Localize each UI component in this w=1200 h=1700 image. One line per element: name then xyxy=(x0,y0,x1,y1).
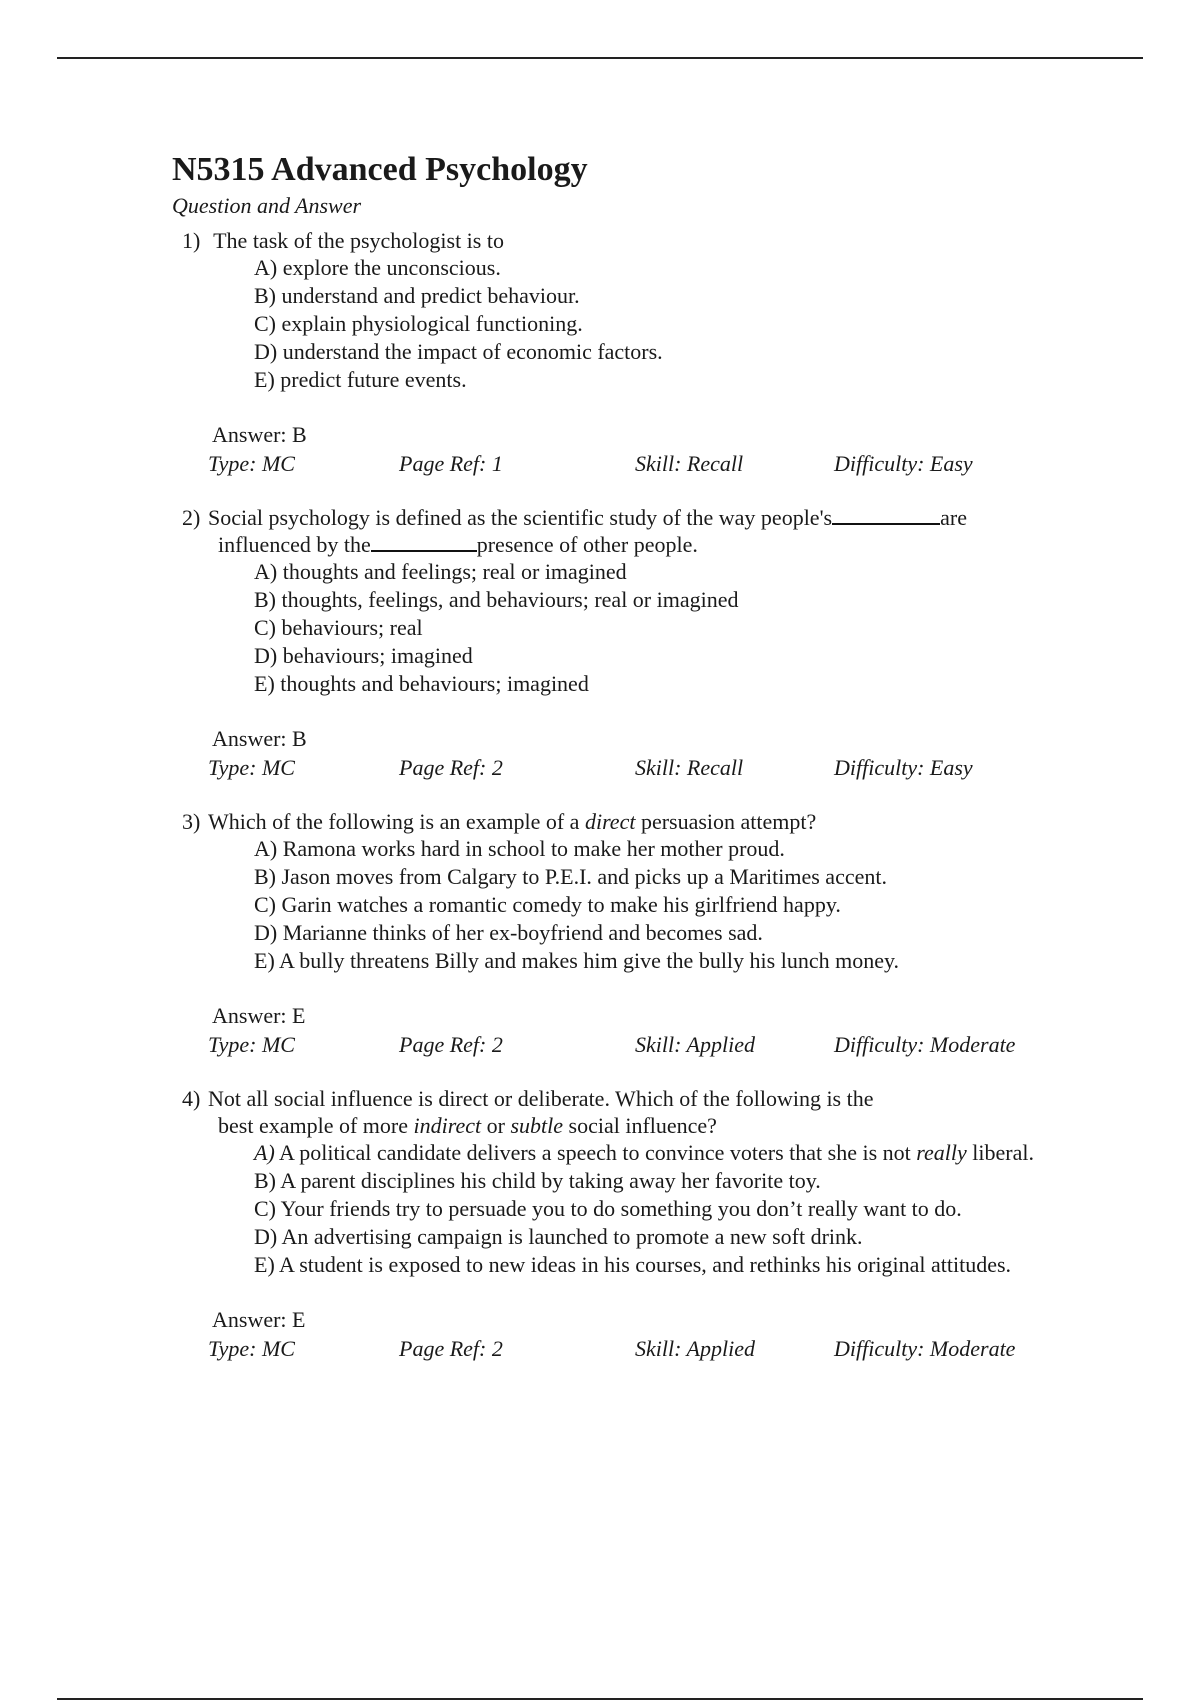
top-rule xyxy=(57,57,1143,59)
question-text: or xyxy=(481,1113,511,1139)
question-text: Not all social influence is direct or deliberate. Which of the following is the xyxy=(208,1086,874,1112)
meta-difficulty: Difficulty: Easy xyxy=(834,755,973,781)
question-text: Which of the following is an example of a xyxy=(208,809,585,835)
emphasis-text: subtle xyxy=(510,1113,564,1139)
meta-page-ref: Page Ref: 2 xyxy=(399,1336,503,1362)
option-list xyxy=(254,254,1072,394)
question-number: 1) xyxy=(182,228,201,254)
meta-page-ref: Page Ref: 1 xyxy=(399,451,503,477)
meta-difficulty: Difficulty: Easy xyxy=(834,451,973,477)
option-a: A) Ramona works hard in school to make her mother proud. xyxy=(254,836,785,862)
meta-skill: Skill: Applied xyxy=(635,1032,755,1058)
option-d: D) understand the impact of economic factors. xyxy=(254,339,663,365)
emphasis-text: direct xyxy=(584,809,636,835)
answer-line: Answer: E xyxy=(212,1003,306,1029)
question-text: persuasion attempt? xyxy=(635,809,817,835)
answer-line: Answer: B xyxy=(212,726,307,752)
option-a: A) explore the unconscious. xyxy=(254,255,501,281)
question-text: presence of other people. xyxy=(476,532,698,558)
answer-line: Answer: B xyxy=(212,422,307,448)
option-label: A) xyxy=(254,1140,275,1166)
question-meta xyxy=(208,753,1072,782)
meta-type: Type: MC xyxy=(208,755,295,781)
question-text: Social psychology is defined as the scientific study of the way people's xyxy=(208,505,833,531)
option-c: C) behaviours; real xyxy=(254,615,423,641)
emphasis-text: indirect xyxy=(413,1113,482,1139)
meta-difficulty: Difficulty: Moderate xyxy=(834,1032,1016,1058)
option-d: D) behaviours; imagined xyxy=(254,643,473,669)
question-number: 4) xyxy=(182,1086,201,1112)
question-4 xyxy=(172,1085,1072,1363)
option-b: B) Jason moves from Calgary to P.E.I. and picks up a Maritimes accent. xyxy=(254,864,887,890)
question-text: are xyxy=(940,505,967,531)
option-b: B) thoughts, feelings, and behaviours; real or imagined xyxy=(254,587,739,613)
option-a: A) thoughts and feelings; real or imagined xyxy=(254,559,627,585)
emphasis-text: really xyxy=(916,1140,967,1166)
question-meta xyxy=(208,1030,1072,1059)
meta-type: Type: MC xyxy=(208,1336,295,1362)
question-2 xyxy=(172,504,1072,782)
option-text: liberal. xyxy=(966,1140,1034,1166)
question-stem xyxy=(182,504,1072,558)
meta-difficulty: Difficulty: Moderate xyxy=(834,1336,1016,1362)
question-1 xyxy=(172,227,1072,478)
document-title: N5315 Advanced Psychology xyxy=(172,151,588,188)
meta-page-ref: Page Ref: 2 xyxy=(399,755,503,781)
question-number: 2) xyxy=(182,505,201,531)
document-subtitle: Question and Answer xyxy=(172,193,362,219)
question-stem xyxy=(182,1085,1072,1139)
answer-line: Answer: E xyxy=(212,1307,306,1333)
meta-page-ref: Page Ref: 2 xyxy=(399,1032,503,1058)
option-list xyxy=(254,1139,1072,1279)
meta-skill: Skill: Recall xyxy=(635,755,744,781)
option-b: B) understand and predict behaviour. xyxy=(254,283,580,309)
option-e: E) A student is exposed to new ideas in his courses, and rethinks his original attitudes. xyxy=(254,1252,1012,1278)
option-d: D) An advertising campaign is launched to promote a new soft drink. xyxy=(254,1224,863,1250)
option-e: E) thoughts and behaviours; imagined xyxy=(254,671,589,697)
question-text: influenced by the xyxy=(218,532,371,558)
option-a xyxy=(254,1139,1072,1167)
question-number: 3) xyxy=(182,809,201,835)
document-body xyxy=(172,150,1072,1363)
meta-type: Type: MC xyxy=(208,451,295,477)
question-text: The task of the psychologist is to xyxy=(213,228,504,254)
option-list xyxy=(254,835,1072,975)
option-c: C) Garin watches a romantic comedy to make his girlfriend happy. xyxy=(254,892,841,918)
question-meta xyxy=(208,449,1072,478)
meta-skill: Skill: Recall xyxy=(635,451,744,477)
question-text: best example of more xyxy=(218,1113,414,1139)
question-stem xyxy=(182,808,1072,835)
meta-type: Type: MC xyxy=(208,1032,295,1058)
option-text: A political candidate delivers a speech to convince voters that she is not xyxy=(274,1140,917,1166)
question-3 xyxy=(172,808,1072,1059)
option-c: C) explain physiological functioning. xyxy=(254,311,583,337)
meta-skill: Skill: Applied xyxy=(635,1336,755,1362)
answer-blank xyxy=(371,532,477,552)
option-e: E) A bully threatens Billy and makes him give the bully his lunch money. xyxy=(254,948,900,974)
question-meta xyxy=(208,1334,1072,1363)
option-list xyxy=(254,558,1072,698)
question-text: social influence? xyxy=(563,1113,717,1139)
question-stem xyxy=(182,227,1072,254)
option-e: E) predict future events. xyxy=(254,367,467,393)
option-d: D) Marianne thinks of her ex-boyfriend and becomes sad. xyxy=(254,920,763,946)
option-c: C) Your friends try to persuade you to do something you don’t really want to do. xyxy=(254,1196,962,1222)
option-b: B) A parent disciplines his child by taking away her favorite toy. xyxy=(254,1168,821,1194)
answer-blank xyxy=(832,505,940,525)
